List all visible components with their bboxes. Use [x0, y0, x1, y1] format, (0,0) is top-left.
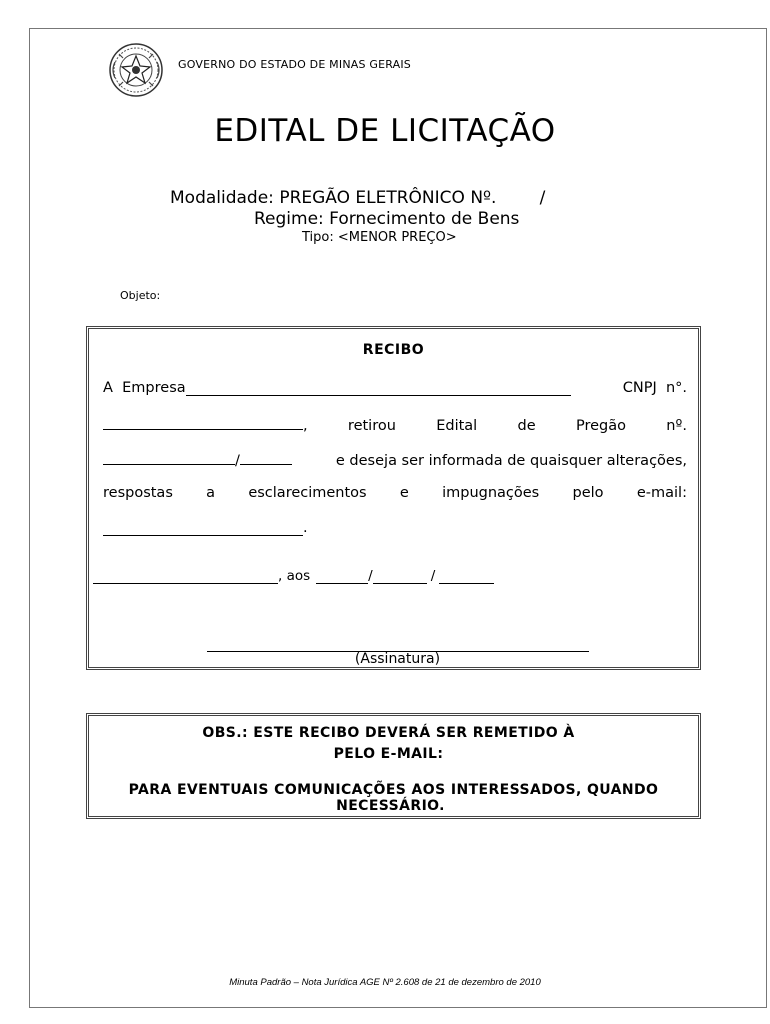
word-email: e-mail: [636, 485, 687, 501]
cnpj-field-wrap [103, 415, 308, 434]
cnpj-label: CNPJ n°. [622, 380, 687, 396]
word-respostas: respostas [103, 485, 173, 501]
word-retirou: retirou [347, 418, 396, 434]
modalidade-line: Modalidade: PREGÃO ELETRÔNICO Nº. / [170, 188, 546, 208]
slash-text: / [235, 453, 240, 469]
recibo-line-3 [103, 450, 687, 469]
word-impugnacoes: impugnações [442, 485, 540, 501]
footer-note: Minuta Padrão – Nota Jurídica AGE Nº 2.608 de 21 de dezembro de 2010 [229, 977, 541, 988]
recibo-title: RECIBO [362, 342, 425, 358]
period-text: . [303, 520, 308, 536]
obs-line-1: OBS.: ESTE RECIBO DEVERÁ SER REMETIDO À [202, 725, 575, 741]
day-field[interactable] [316, 569, 368, 584]
word-e: e [399, 485, 409, 501]
email-field[interactable] [103, 521, 303, 536]
obs-line-4: NECESSÁRIO. [336, 798, 445, 814]
word-pregao: Pregão [575, 418, 626, 434]
city-field[interactable] [93, 569, 278, 584]
cnpj-field[interactable] [103, 415, 303, 430]
recibo-line-2 [103, 415, 687, 434]
word-no: nº. [666, 418, 687, 434]
year-field[interactable] [439, 569, 494, 584]
empresa-label: A Empresa [103, 380, 186, 396]
informada-text: e deseja ser informada de quaisquer alterações, [335, 453, 687, 469]
word-a: a [206, 485, 216, 501]
word-esclarecimentos: esclarecimentos [248, 485, 367, 501]
pregao-number-wrap [103, 450, 292, 469]
pregao-year-field[interactable] [240, 450, 292, 465]
pregao-number-field[interactable] [103, 450, 235, 465]
recibo-line-5 [103, 520, 687, 536]
comma-text: , [303, 418, 308, 434]
month-field[interactable] [373, 569, 427, 584]
obs-box [86, 713, 701, 819]
recibo-line-1 [103, 380, 687, 396]
obs-line-2: PELO E-MAIL: [333, 746, 444, 762]
signature-label: (Assinatura) [354, 651, 441, 667]
recibo-line-4 [103, 485, 687, 501]
government-header: GOVERNO DO ESTADO DE MINAS GERAIS [178, 58, 411, 71]
date-slash-1: / [368, 568, 373, 584]
date-line [93, 568, 677, 584]
regime-line: Regime: Fornecimento de Bens [254, 209, 520, 229]
word-edital: Edital [436, 418, 478, 434]
empresa-field[interactable] [186, 381, 571, 396]
tipo-line: Tipo: <MENOR PREÇO> [302, 230, 457, 245]
date-slash-2: / [430, 568, 436, 584]
word-pelo: pelo [572, 485, 604, 501]
document-title: EDITAL DE LICITAÇÃO [214, 113, 556, 149]
coat-of-arms-icon [107, 42, 165, 98]
recibo-box [86, 326, 701, 670]
aos-text: , aos [278, 568, 311, 584]
objeto-label: Objeto: [120, 289, 161, 302]
word-de: de [517, 418, 536, 434]
obs-line-3: PARA EVENTUAIS COMUNICAÇÕES AOS INTERESSADOS, QUANDO [128, 782, 659, 798]
